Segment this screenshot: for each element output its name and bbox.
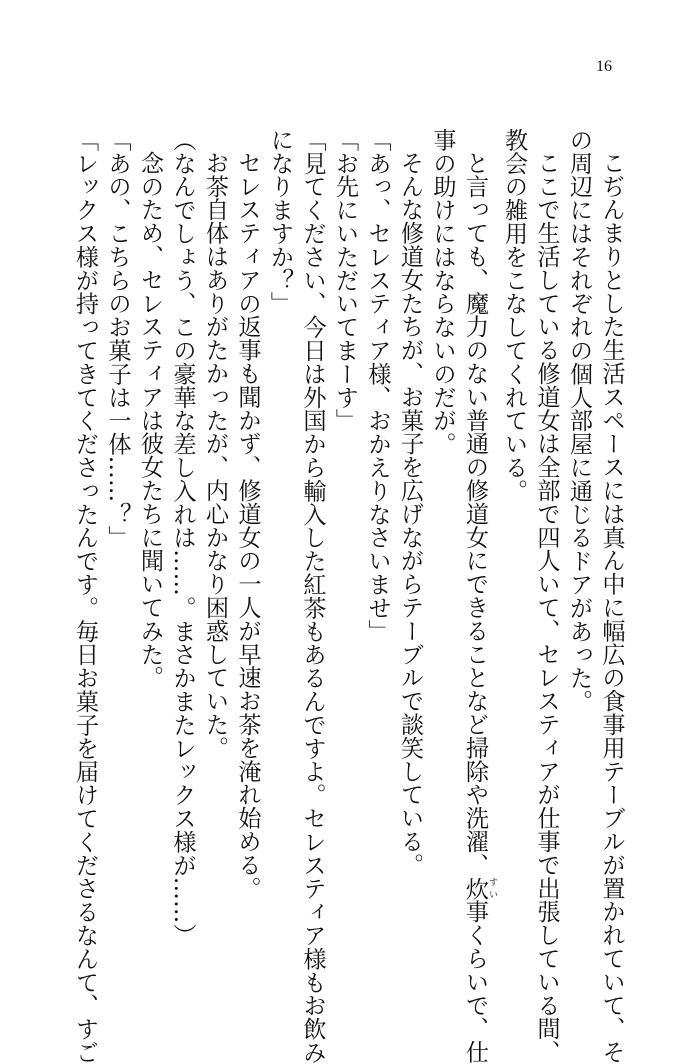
text-line: ここで生活している修道女は全部で四人いて、セレスティアが仕事で出張している間、 [533,151,560,1064]
text-line: お茶自体はありがたかったが、内心かなり困惑していた。 [201,151,229,760]
ruby-annotation [461,876,497,900]
novel-text-block [68,128,627,1064]
page-number: 16 [596,58,612,75]
dialogue-line: 「あっ、セレスティア様、おかえりなさいませ」 [364,128,391,643]
text-line: 事の助けにはならないのだが。 [429,128,456,456]
dialogue-line: 「あの、こちらのお菓子は一体……？」 [104,128,131,550]
text-line: 教会の雑用をこなしてくれている。 [500,128,528,503]
thought-line: （なんでしょう、この豪華な差し入れは……。まさかまたレックス様が……） [169,128,196,947]
text-line: 念のため、セレスティアは彼女たちに聞いてみた。 [136,151,164,690]
ruby-reading: すい [487,876,497,900]
text-line: の周辺にはそれぞれの個人部屋に通じるドアがあった。 [565,128,593,713]
text-line: セレスティアの返事も聞かず、修道女の一人が早速お茶を淹れ始める。 [234,151,261,900]
text-segment: と言っても、魔力のない普通の修道女にできることなど掃除や洗濯、 [461,151,489,877]
text-line: そんな修道女たちが、お菓子を広げながらテーブルで談笑している。 [396,151,424,877]
dialogue-line: 「見てください、今日は外国から輸入した紅茶もあるんですよ。セレスティア様もお飲み [299,128,326,1064]
text-line-with-ruby [458,128,497,1064]
dialogue-line: 「レックス様が持ってきてくださったんです。毎日お菓子を届けてくださるなんて、すご [71,128,99,1064]
text-segment: 事くらいで、仕 [461,900,489,1064]
dialogue-line: 「お先にいただいてまーす」 [331,128,359,433]
ruby-base: 炊 [461,876,489,900]
dialogue-line: になりますか？」 [266,128,294,316]
text-line: こぢんまりとした生活スペースには真ん中に幅広の食事用テーブルが置かれていて、そ [598,151,625,1064]
